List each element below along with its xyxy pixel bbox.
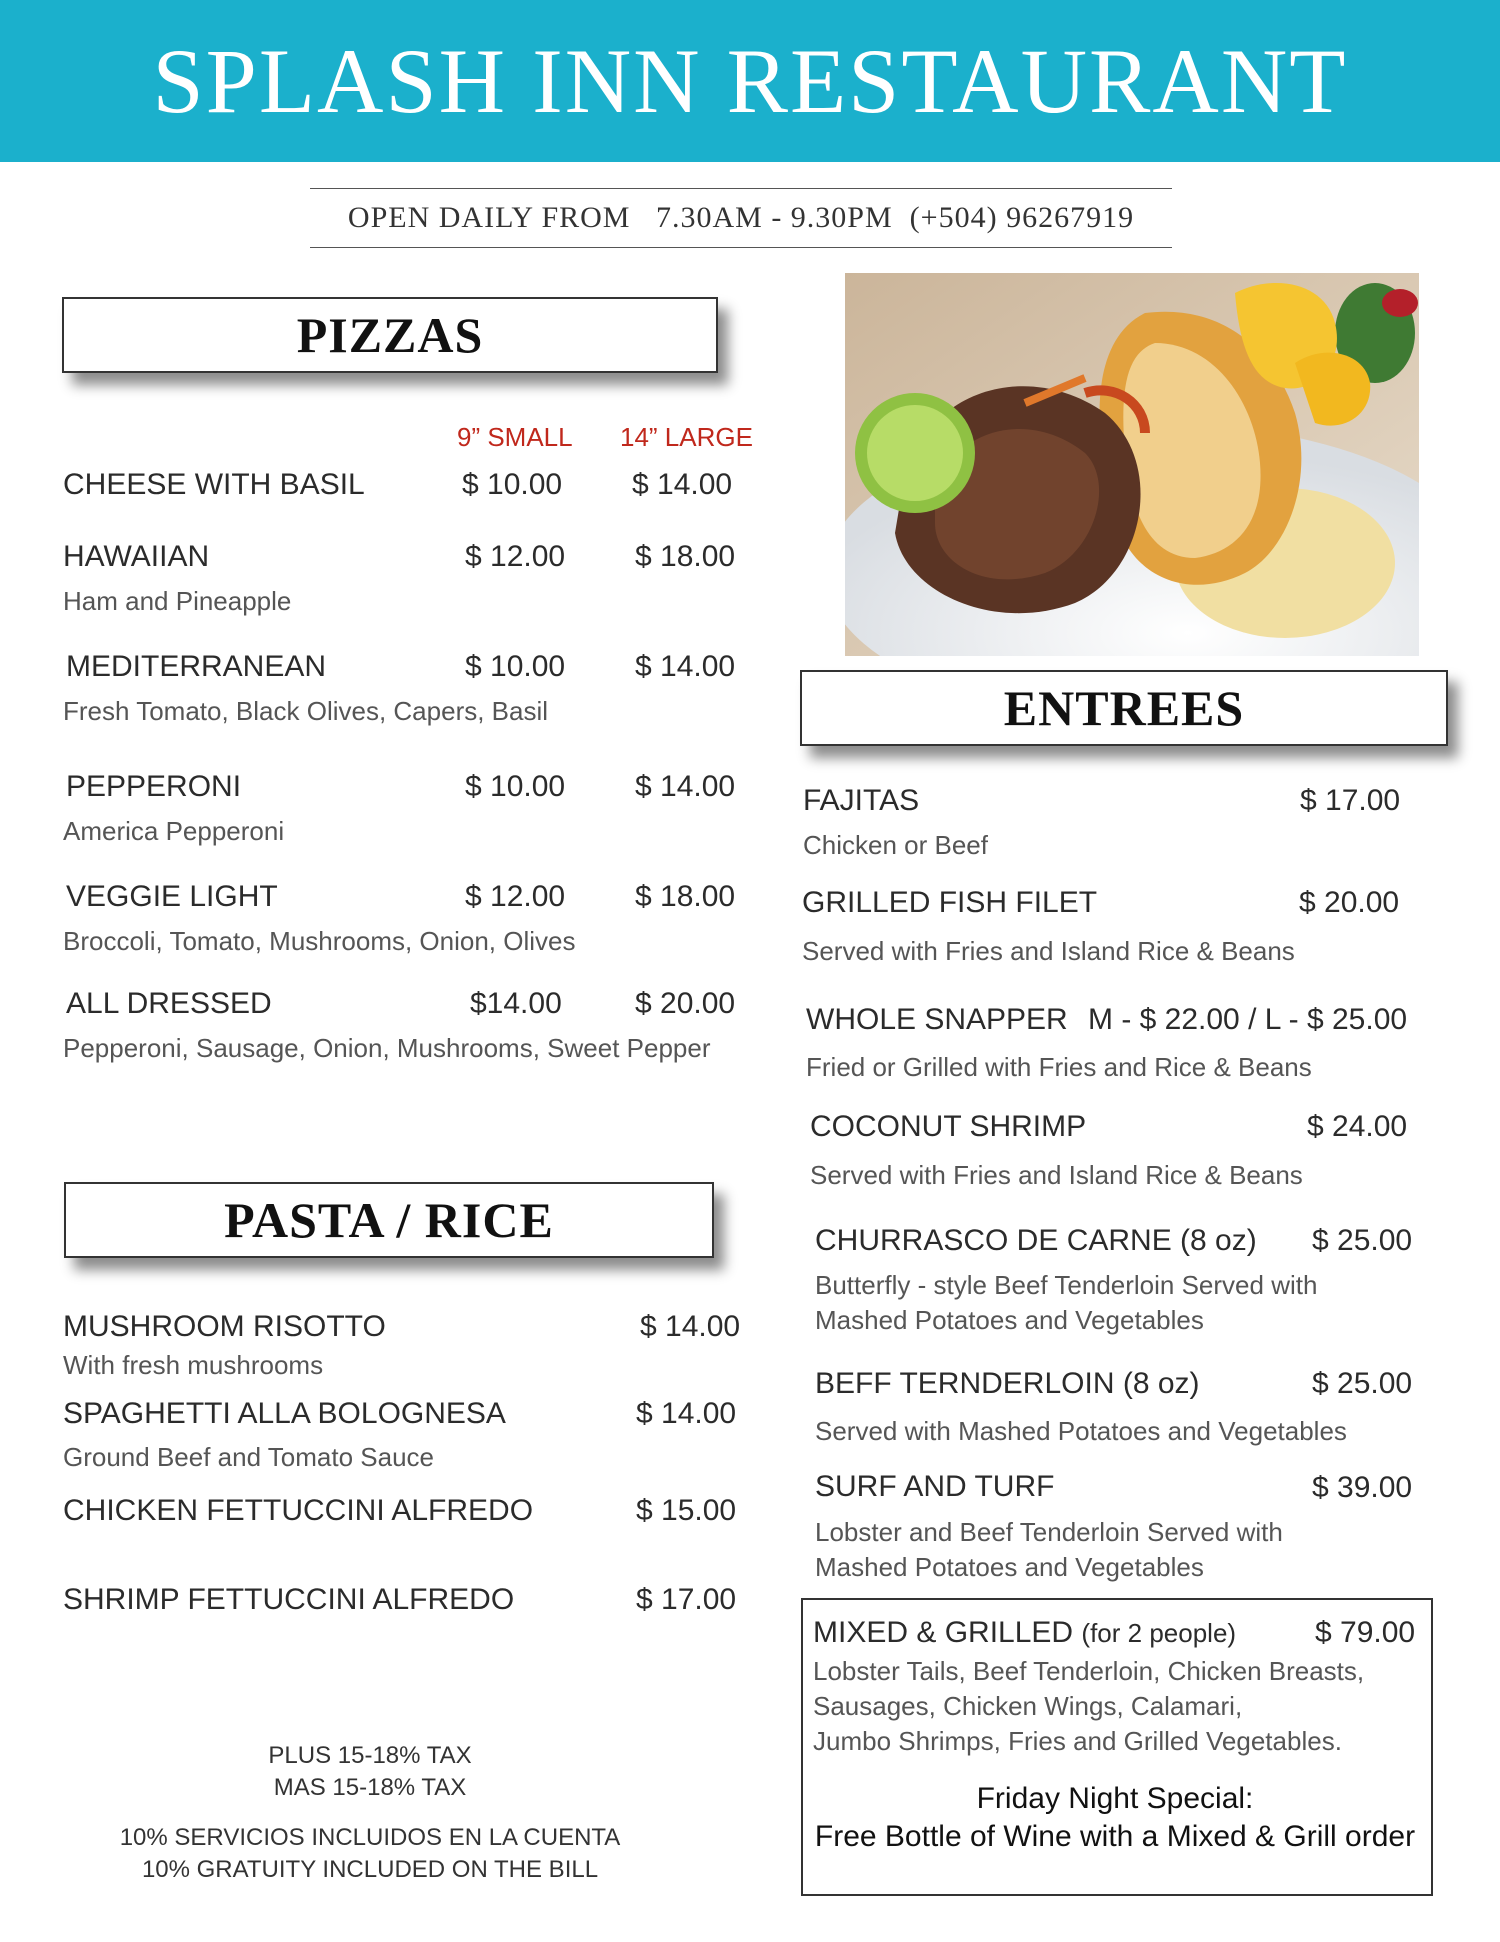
pizza-name: HAWAIIAN <box>63 540 210 573</box>
header-banner <box>0 0 1500 162</box>
entree-name: FAJITAS <box>803 784 920 817</box>
hours-text: OPEN DAILY FROM 7.30AM - 9.30PM (+504) 96267919 <box>347 201 1135 234</box>
special-price: $ 79.00 <box>1315 1616 1416 1649</box>
entree-desc: Chicken or Beef <box>803 830 988 860</box>
entree-name: BEFF TERNDERLOIN (8 oz) <box>815 1367 1200 1400</box>
pizza-desc: Fresh Tomato, Black Olives, Capers, Basil <box>63 696 549 726</box>
pizza-name: VEGGIE LIGHT <box>66 880 278 913</box>
entree-desc: Served with Mashed Potatoes and Vegetables <box>815 1416 1347 1446</box>
entree-name: CHURRASCO DE CARNE (8 oz) <box>815 1224 1257 1257</box>
entree-desc: Lobster and Beef Tenderloin Served with <box>815 1517 1283 1547</box>
tax-note-en: PLUS 15-18% TAX <box>268 1742 472 1769</box>
pizza-price-small: $ 10.00 <box>465 770 566 803</box>
special-desc-line: Sausages, Chicken Wings, Calamari, <box>813 1691 1243 1721</box>
entree-photo <box>845 273 1419 656</box>
entree-name: COCONUT SHRIMP <box>810 1110 1087 1143</box>
promo-title-wrap <box>803 1782 1427 1816</box>
restaurant-title: SPLASH INN RESTAURANT <box>152 30 1348 132</box>
entree-price: $ 25.00 <box>1312 1224 1413 1257</box>
pasta-desc: With fresh mushrooms <box>63 1350 324 1380</box>
pasta-price: $ 14.00 <box>636 1397 737 1430</box>
pizza-name: ALL DRESSED <box>66 987 272 1020</box>
entree-desc-line2: Mashed Potatoes and Vegetables <box>815 1552 1204 1582</box>
entree-price: $ 20.00 <box>1299 886 1400 919</box>
special-name <box>813 1616 1236 1650</box>
entree-name: SURF AND TURF <box>815 1470 1055 1503</box>
special-desc-line: Lobster Tails, Beef Tenderloin, Chicken Breasts, <box>813 1656 1365 1686</box>
promo-text: Free Bottle of Wine with a Mixed & Grill order <box>814 1820 1416 1853</box>
pizza-name: PEPPERONI <box>66 770 242 803</box>
pizzas-title: PIZZAS <box>296 307 484 363</box>
entree-desc: Served with Fries and Island Rice & Beans <box>810 1160 1303 1190</box>
size-large-header: 14” LARGE <box>620 422 753 452</box>
pasta-heading-box <box>64 1182 714 1258</box>
promo-text-wrap <box>803 1820 1427 1854</box>
pasta-price: $ 15.00 <box>636 1494 737 1527</box>
entree-price: $ 24.00 <box>1307 1110 1408 1143</box>
pizza-price-small: $ 10.00 <box>465 650 566 683</box>
pasta-price: $ 14.00 <box>640 1310 741 1343</box>
entree-price: M - $ 22.00 / L - $ 25.00 <box>1088 1003 1408 1036</box>
entree-desc: Butterfly - style Beef Tenderloin Served with <box>815 1270 1318 1300</box>
food-plate-image <box>845 273 1419 656</box>
pasta-price: $ 17.00 <box>636 1583 737 1616</box>
pizza-price-large: $ 14.00 <box>635 650 736 683</box>
pizza-desc: Ham and Pineapple <box>63 586 292 616</box>
pasta-name: SHRIMP FETTUCCINI ALFREDO <box>63 1583 515 1616</box>
hours-bar <box>310 188 1172 248</box>
pizza-price-large: $ 20.00 <box>635 987 736 1020</box>
entrees-heading-box <box>800 670 1448 746</box>
pizza-name: MEDITERRANEAN <box>66 650 327 683</box>
size-small-header: 9” SMALL <box>457 422 573 452</box>
pizza-price-small: $ 10.00 <box>462 468 563 501</box>
pizzas-heading-box <box>62 297 718 373</box>
entree-name: WHOLE SNAPPER <box>806 1003 1068 1036</box>
pizza-price-large: $ 18.00 <box>635 880 736 913</box>
entree-price: $ 17.00 <box>1300 784 1401 817</box>
entree-name: GRILLED FISH FILET <box>802 886 1098 919</box>
pizza-desc: America Pepperoni <box>63 816 285 846</box>
pasta-name: CHICKEN FETTUCCINI ALFREDO <box>63 1494 534 1527</box>
special-desc-line: Jumbo Shrimps, Fries and Grilled Vegetables. <box>813 1726 1342 1756</box>
promo-title: Friday Night Special: <box>976 1782 1254 1815</box>
special-qualifier: (for 2 people) <box>1081 1618 1237 1648</box>
pasta-desc: Ground Beef and Tomato Sauce <box>63 1442 434 1472</box>
pizza-desc: Broccoli, Tomato, Mushrooms, Onion, Olives <box>63 926 576 956</box>
entrees-title: ENTREES <box>1003 680 1245 736</box>
service-note-en: 10% GRATUITY INCLUDED ON THE BILL <box>141 1856 599 1883</box>
entree-desc: Fried or Grilled with Fries and Rice & Beans <box>806 1052 1312 1082</box>
pasta-title: PASTA / RICE <box>224 1192 554 1248</box>
entree-desc-line2: Mashed Potatoes and Vegetables <box>815 1305 1204 1335</box>
entree-price: $ 25.00 <box>1312 1367 1413 1400</box>
pizza-price-small: $ 12.00 <box>465 540 566 573</box>
pizza-desc: Pepperoni, Sausage, Onion, Mushrooms, Sweet Pepper <box>63 1033 711 1063</box>
pizza-price-large: $ 18.00 <box>635 540 736 573</box>
tax-note-es: MAS 15-18% TAX <box>273 1774 467 1801</box>
service-note-es: 10% SERVICIOS INCLUIDOS EN LA CUENTA <box>119 1824 621 1851</box>
pizza-price-small: $14.00 <box>470 987 562 1020</box>
pizza-price-small: $ 12.00 <box>465 880 566 913</box>
entree-desc: Served with Fries and Island Rice & Beans <box>802 936 1295 966</box>
pizza-price-large: $ 14.00 <box>635 770 736 803</box>
pizza-name: CHEESE WITH BASIL <box>63 468 365 501</box>
pasta-name: SPAGHETTI ALLA BOLOGNESA <box>63 1397 506 1430</box>
pizza-price-large: $ 14.00 <box>632 468 733 501</box>
entree-price: $ 39.00 <box>1312 1471 1413 1504</box>
special-name-text: MIXED & GRILLED <box>813 1616 1074 1649</box>
pasta-name: MUSHROOM RISOTTO <box>63 1310 386 1343</box>
